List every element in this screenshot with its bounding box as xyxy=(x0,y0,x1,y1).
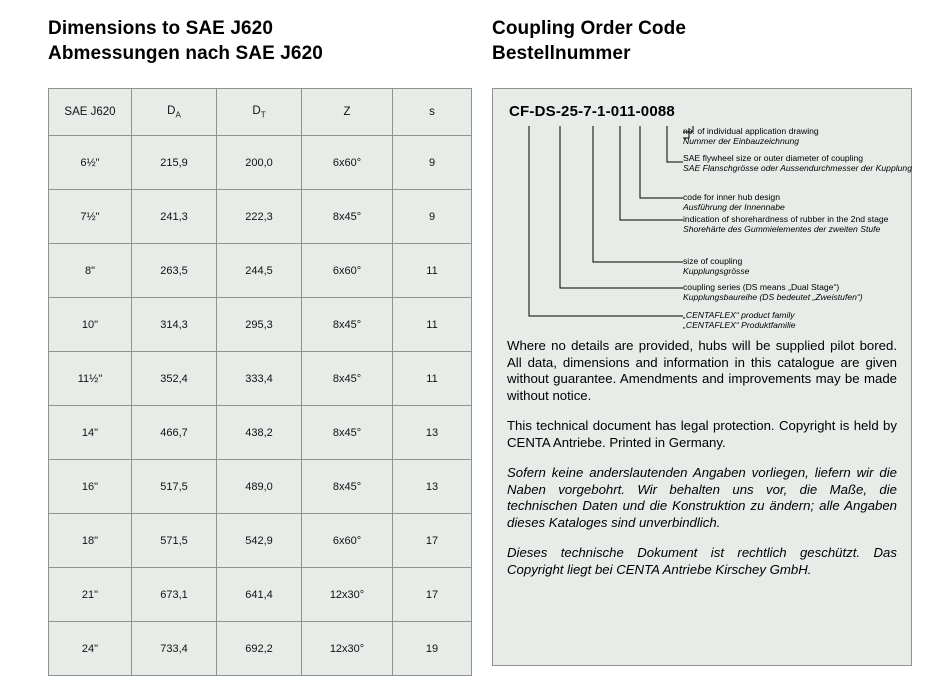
legend-entry-product-family xyxy=(683,310,796,330)
cell-z: 8x45° xyxy=(302,460,393,514)
order-code-heading xyxy=(492,16,912,66)
table-row xyxy=(49,190,472,244)
legend-de: Shorehärte des Gummielementes der zweiten Stufe xyxy=(683,224,881,235)
cell-s: 11 xyxy=(393,352,472,406)
cell-z: 8x45° xyxy=(302,298,393,352)
cell-s: 17 xyxy=(393,514,472,568)
legend-entry-inner-hub xyxy=(683,192,785,212)
cell-da: 263,5 xyxy=(132,244,217,298)
dimensions-heading xyxy=(48,16,470,66)
note-de-paragraph-2: Dieses technische Dokument ist rechtlich geschützt. Das Copyright liegt bei CENTA Antriebe Kirschey GmbH. xyxy=(507,545,897,577)
legend-entry-series xyxy=(683,282,863,302)
column-header-s: s xyxy=(393,89,472,136)
order-code-value: CF-DS-25-7-1-011-0088 xyxy=(509,103,675,120)
note-en-paragraph-1: Where no details are provided, hubs will be supplied pilot bored. All data, dimensions and information in this catalogue are given without guarantee. Amendments and improvements may be made without notice. xyxy=(507,338,897,403)
table-row xyxy=(49,568,472,622)
cell-z: 6x60° xyxy=(302,136,393,190)
dimensions-heading-line1: Dimensions to SAE J620 xyxy=(48,18,273,39)
legend-de: Nummer der Einbauzeichnung xyxy=(683,136,800,147)
cell-da: 241,3 xyxy=(132,190,217,244)
cell-s: 19 xyxy=(393,622,472,676)
cell-da: 466,7 xyxy=(132,406,217,460)
cell-sae: 11½" xyxy=(49,352,132,406)
legend-en: no. of individual application drawing xyxy=(683,126,819,136)
cell-dt: 542,9 xyxy=(217,514,302,568)
cell-da: 571,5 xyxy=(132,514,217,568)
cell-dt: 438,2 xyxy=(217,406,302,460)
cell-dt: 222,3 xyxy=(217,190,302,244)
cell-dt: 200,0 xyxy=(217,136,302,190)
legend-en: SAE flywheel size or outer diameter of coupling xyxy=(683,153,864,163)
order-code-diagram xyxy=(507,126,912,334)
legend-en: „CENTAFLEX“ product family xyxy=(683,310,795,320)
cell-dt: 489,0 xyxy=(217,460,302,514)
cell-z: 8x45° xyxy=(302,352,393,406)
table-row xyxy=(49,622,472,676)
cell-s: 13 xyxy=(393,406,472,460)
cell-s: 17 xyxy=(393,568,472,622)
cell-s: 9 xyxy=(393,190,472,244)
cell-s: 13 xyxy=(393,460,472,514)
column-header-da xyxy=(132,89,217,136)
cell-sae: 18" xyxy=(49,514,132,568)
cell-z: 12x30° xyxy=(302,568,393,622)
note-de-paragraph-1: Sofern keine anderslautenden Angaben vorliegen, liefern wir die Naben vorgebohrt. Wir behalten uns vor, die Maße, die technischen Daten und die Konstruktion zu ändern; alle Angaben dieses Kataloges sind unverbindlich. xyxy=(507,465,897,530)
dimensions-heading-line2: Abmessungen nach SAE J620 xyxy=(48,43,323,64)
cell-da: 314,3 xyxy=(132,298,217,352)
table-row xyxy=(49,298,472,352)
cell-z: 6x60° xyxy=(302,244,393,298)
column-header-sae: SAE J620 xyxy=(49,89,132,136)
legend-en: code for inner hub design xyxy=(683,192,780,202)
legend-en: indication of shorehardness of rubber in the 2nd stage xyxy=(683,214,889,224)
table-row xyxy=(49,406,472,460)
note-en-paragraph-2: This technical document has legal protection. Copyright is held by CENTA Antriebe. Printed in Germany. xyxy=(507,418,897,450)
cell-s: 11 xyxy=(393,244,472,298)
cell-sae: 10" xyxy=(49,298,132,352)
cell-z: 12x30° xyxy=(302,622,393,676)
cell-z: 6x60° xyxy=(302,514,393,568)
table-header-row xyxy=(49,89,472,136)
legend-de: „CENTAFLEX“ Produktfamilie xyxy=(683,320,796,331)
cell-z: 8x45° xyxy=(302,190,393,244)
legend-en: size of coupling xyxy=(683,256,743,266)
cell-da: 215,9 xyxy=(132,136,217,190)
table-row xyxy=(49,136,472,190)
legend-entry-size xyxy=(683,256,749,276)
legend-de: Ausführung der Innennabe xyxy=(683,202,785,213)
legend-entry-sae-size xyxy=(683,153,912,173)
table-row xyxy=(49,514,472,568)
cell-dt: 295,3 xyxy=(217,298,302,352)
cell-da: 352,4 xyxy=(132,352,217,406)
table-row xyxy=(49,460,472,514)
order-code-box xyxy=(492,88,912,666)
cell-da: 673,1 xyxy=(132,568,217,622)
order-code-heading-line1: Coupling Order Code xyxy=(492,18,687,39)
dimensions-table xyxy=(48,88,472,676)
legend-entry-drawing-no xyxy=(683,126,819,146)
cell-sae: 8" xyxy=(49,244,132,298)
column-header-dt-text: D xyxy=(252,104,261,117)
cell-dt: 244,5 xyxy=(217,244,302,298)
cell-sae: 24" xyxy=(49,622,132,676)
legend-de: Kupplungsgrösse xyxy=(683,266,750,277)
cell-s: 11 xyxy=(393,298,472,352)
column-header-da-text: D xyxy=(167,104,176,117)
cell-z: 8x45° xyxy=(302,406,393,460)
cell-dt: 692,2 xyxy=(217,622,302,676)
legend-en: coupling series (DS means „Dual Stage“) xyxy=(683,282,840,292)
cell-sae: 21" xyxy=(49,568,132,622)
legend-entry-shorehardness xyxy=(683,214,888,234)
column-header-dt xyxy=(217,89,302,136)
cell-s: 9 xyxy=(393,136,472,190)
order-code-section xyxy=(492,16,912,666)
legend-de: SAE Flanschgrösse oder Aussendurchmesser der Kupplung xyxy=(683,163,912,174)
cell-da: 733,4 xyxy=(132,622,217,676)
legend-de: Kupplungsbaureihe (DS bedeutet „Zweistufen“) xyxy=(683,292,863,303)
notes-english xyxy=(507,338,897,451)
cell-dt: 641,4 xyxy=(217,568,302,622)
column-header-z: Z xyxy=(302,89,393,136)
column-header-dt-sub: T xyxy=(260,110,266,120)
cell-dt: 333,4 xyxy=(217,352,302,406)
cell-sae: 7½" xyxy=(49,190,132,244)
column-header-da-sub: A xyxy=(175,110,181,120)
cell-sae: 14" xyxy=(49,406,132,460)
cell-sae: 6½" xyxy=(49,136,132,190)
cell-sae: 16" xyxy=(49,460,132,514)
table-row xyxy=(49,352,472,406)
notes-german xyxy=(507,465,897,578)
order-code-heading-line2: Bestellnummer xyxy=(492,43,631,64)
cell-da: 517,5 xyxy=(132,460,217,514)
dimensions-section xyxy=(48,16,470,676)
table-row xyxy=(49,244,472,298)
